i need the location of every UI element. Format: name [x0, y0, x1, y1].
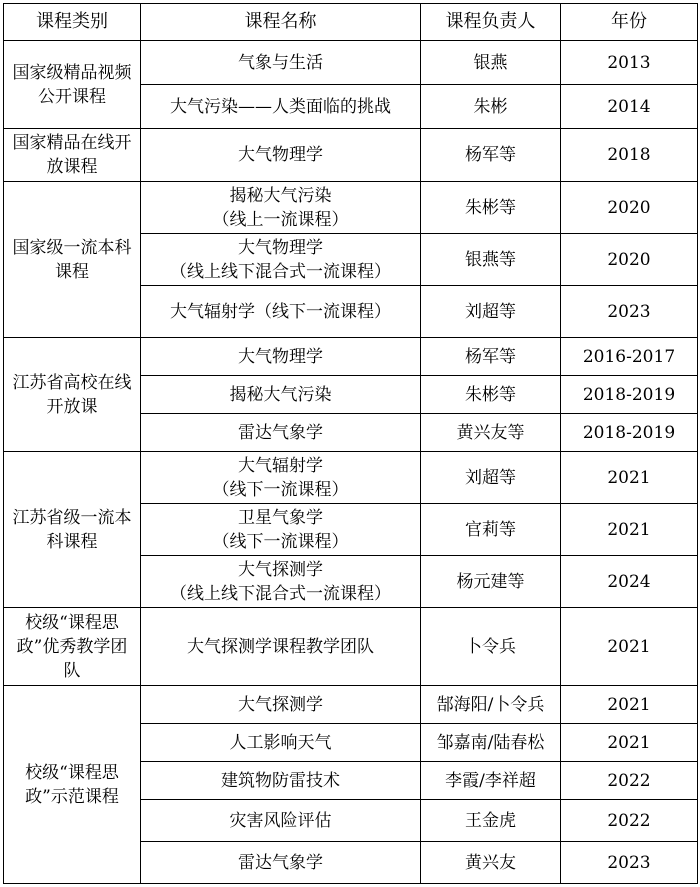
owner-cell: 黄兴友等: [421, 414, 561, 452]
year-cell: 2021: [561, 686, 698, 724]
year-cell: 2018: [561, 129, 698, 182]
year-cell: 2021: [561, 452, 698, 504]
course-name-cell: [141, 286, 421, 338]
course-name-cell: [141, 842, 421, 884]
course-name-line: 灾害风险评估: [229, 810, 332, 831]
table-row: [4, 686, 698, 724]
course-name-cell: [141, 724, 421, 762]
course-name-cell: [141, 414, 421, 452]
header-year: 年份: [561, 4, 698, 41]
table-row: [4, 452, 698, 504]
category-cell: 校级“课程思政”优秀教学团队: [4, 608, 141, 686]
course-name-line: 气象与生活: [238, 52, 323, 73]
course-name-cell: [141, 376, 421, 414]
year-cell: 2016-2017: [561, 338, 698, 376]
year-cell: 2020: [561, 234, 698, 286]
owner-cell: 朱彬等: [421, 376, 561, 414]
course-name-subline: （线上一流课程）: [212, 209, 349, 230]
course-name-line: 卫星气象学: [238, 507, 323, 528]
owner-cell: 卜令兵: [421, 608, 561, 686]
category-cell: 国家精品在线开放课程: [4, 129, 141, 182]
course-name-line: 雷达气象学: [238, 852, 323, 873]
year-cell: 2023: [561, 842, 698, 884]
owner-cell: 杨元建等: [421, 556, 561, 608]
course-name-line: 大气物理学: [238, 346, 323, 367]
owner-cell: 杨军等: [421, 338, 561, 376]
course-name-line: 大气探测学课程教学团队: [187, 636, 374, 657]
course-name-cell: [141, 762, 421, 800]
course-name-cell: [141, 686, 421, 724]
year-cell: 2014: [561, 85, 698, 129]
course-name-line: 雷达气象学: [238, 422, 323, 443]
course-table: [3, 3, 698, 884]
header-owner: 课程负责人: [421, 4, 561, 41]
course-name-line: 揭秘大气污染: [229, 185, 332, 206]
course-name-line: 大气污染——人类面临的挑战: [170, 96, 391, 117]
course-name-line: 大气物理学: [238, 145, 323, 165]
course-name-subline: （线下一流课程）: [212, 479, 349, 500]
table-row: [4, 41, 698, 85]
course-name-cell: [141, 234, 421, 286]
course-name-cell: [141, 338, 421, 376]
course-name-line: 大气辐射学: [238, 455, 323, 476]
header-category: 课程类别: [4, 4, 141, 41]
table-row: [4, 338, 698, 376]
course-name-line: 建筑物防雷技术: [221, 770, 340, 791]
course-name-cell: [141, 800, 421, 842]
year-cell: 2023: [561, 286, 698, 338]
owner-cell: 王金虎: [421, 800, 561, 842]
course-name-subline: （线上线下混合式一流课程）: [170, 261, 391, 282]
owner-cell: 刘超等: [421, 286, 561, 338]
owner-cell: 李霞/李祥超: [421, 762, 561, 800]
owner-cell: 邹嘉南/陆春松: [421, 724, 561, 762]
course-name-line: 大气物理学: [238, 237, 323, 258]
year-cell: 2018-2019: [561, 414, 698, 452]
course-name-subline: （线上线下混合式一流课程）: [170, 583, 391, 604]
owner-cell: 杨军等: [421, 129, 561, 182]
course-name-cell: [141, 182, 421, 234]
course-name-cell: [141, 608, 421, 686]
year-cell: 2013: [561, 41, 698, 85]
category-cell: 江苏省级一流本科课程: [4, 452, 141, 608]
year-cell: 2024: [561, 556, 698, 608]
header-course-name: 课程名称: [141, 4, 421, 41]
owner-cell: 官莉等: [421, 504, 561, 556]
year-cell: 2021: [561, 608, 698, 686]
header-row: [4, 4, 698, 41]
owner-cell: 黄兴友: [421, 842, 561, 884]
table-row: [4, 129, 698, 182]
course-name-line: 揭秘大气污染: [229, 384, 332, 405]
course-name-cell: [141, 556, 421, 608]
course-name-line: 大气辐射学（线下一流课程）: [170, 301, 391, 322]
table-row: [4, 182, 698, 234]
course-name-cell: [141, 41, 421, 85]
year-cell: 2021: [561, 724, 698, 762]
owner-cell: 朱彬: [421, 85, 561, 129]
category-cell: 江苏省高校在线开放课: [4, 338, 141, 452]
table-row: [4, 608, 698, 686]
course-name-cell: [141, 129, 421, 182]
course-name-line: 人工影响天气: [229, 732, 332, 753]
owner-cell: 银燕等: [421, 234, 561, 286]
year-cell: 2018-2019: [561, 376, 698, 414]
year-cell: 2020: [561, 182, 698, 234]
year-cell: 2022: [561, 762, 698, 800]
owner-cell: 郜海阳/卜令兵: [421, 686, 561, 724]
year-cell: 2022: [561, 800, 698, 842]
course-name-cell: [141, 452, 421, 504]
owner-cell: 银燕: [421, 41, 561, 85]
owner-cell: 朱彬等: [421, 182, 561, 234]
course-name-cell: [141, 85, 421, 129]
course-name-line: 大气探测学: [238, 694, 323, 715]
category-cell: 国家级一流本科课程: [4, 182, 141, 338]
course-name-subline: （线下一流课程）: [212, 531, 349, 552]
category-cell: 校级“课程思政”示范课程: [4, 686, 141, 884]
course-name-line: 大气探测学: [238, 559, 323, 580]
owner-cell: 刘超等: [421, 452, 561, 504]
year-cell: 2021: [561, 504, 698, 556]
category-cell: 国家级精品视频公开课程: [4, 41, 141, 129]
course-name-cell: [141, 504, 421, 556]
